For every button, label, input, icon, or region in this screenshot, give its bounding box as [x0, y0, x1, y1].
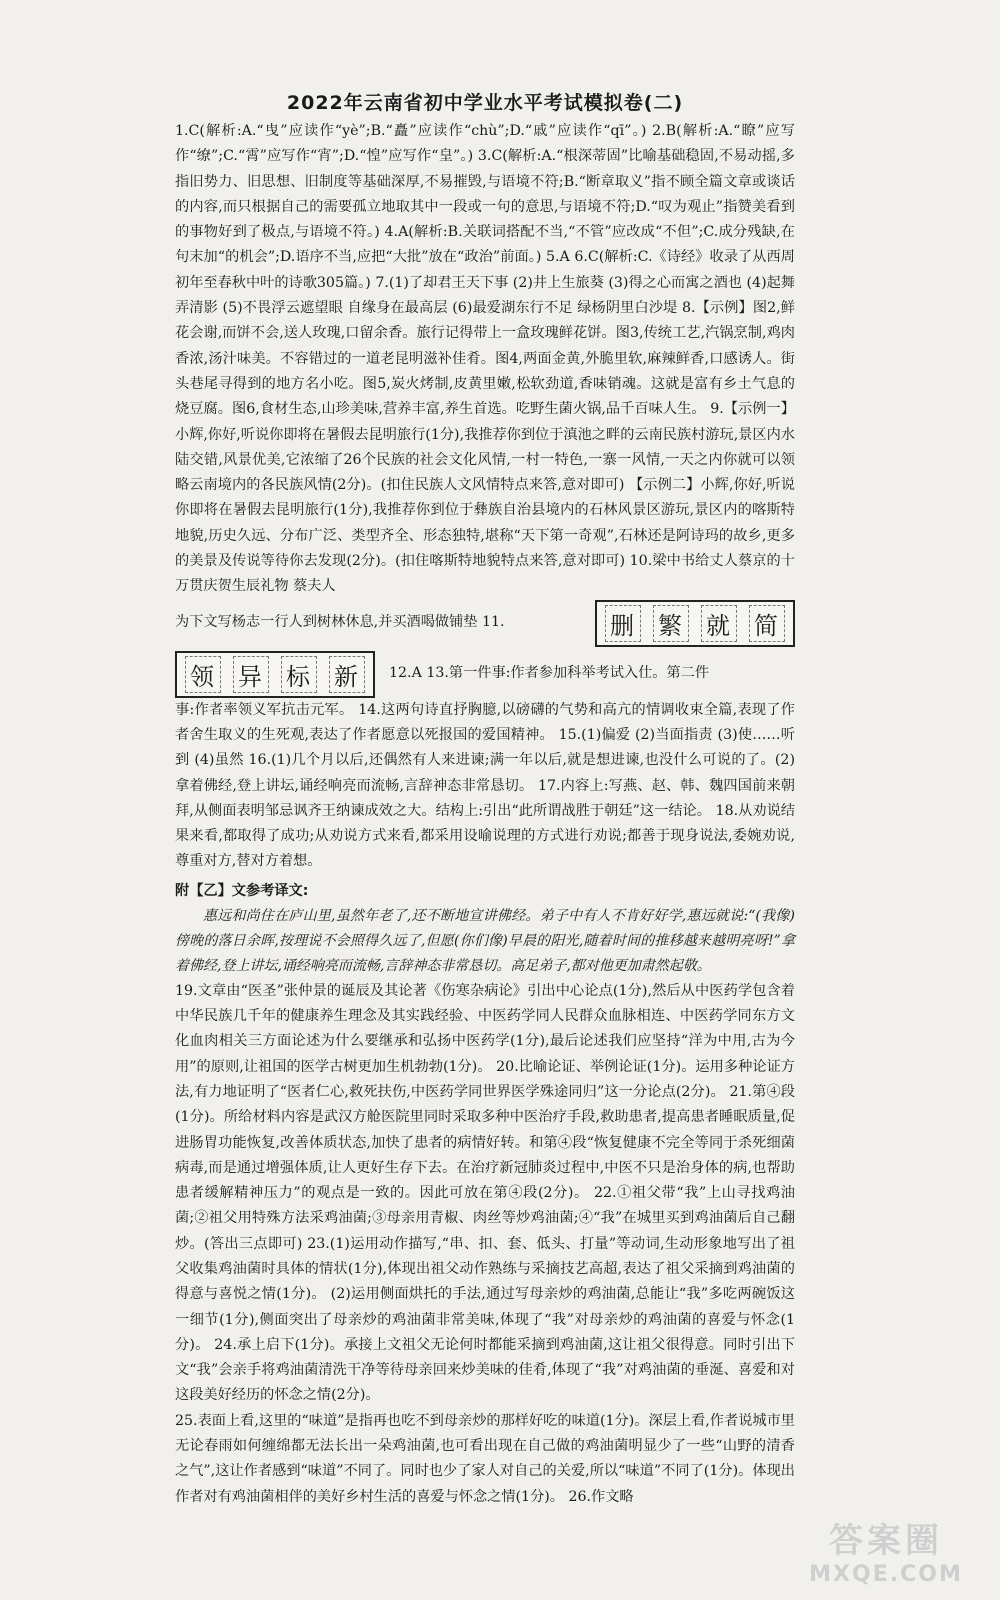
answer-page: [175, 82, 795, 1510]
idiom-char: 删: [605, 605, 641, 642]
answer-12-line: [175, 651, 795, 698]
site-watermark: [806, 1513, 966, 1588]
idiom-char: 领: [185, 656, 221, 693]
watermark-logo: 答案圈: [829, 1521, 943, 1561]
answers-1-10: 1.C(解析:A.“曳”应读作“yè”;B.“矗”应读作“chù”;D.“戚”应读作“qī”。) 2.B(解析:A.“瞭”应写作“缭”;C.“霄”应写作“宵”;D.“惶”应写作“皇”。) 3.C(解析:A.“根深蒂固”比喻基础稳固,不易动摇,多指旧势力、旧思想、旧制度等基础深厚,不易摧毁,与语境不符;B.“断章取义”指不顾全篇文章或谈话的内容,而只根据自己的需要孤立地取其中一段或一句的意思,与语境不符;D.“叹为观止”指赞美看到的事物好到了极点,与语境不符。) 4.A(解析:B.关联词搭配不当,“不管”应改成“不但”;C.成分残缺,在句末加“的机会”;D.语序不当,应把“大批”放在“政治”前面。) 5.A 6.C(解析:C.《诗经》收录了从西周初年至春秋中叶的诗歌305篇。) 7.(1)了却君王天下事 (2)井上生旅葵 (3)得之心而寓之酒也 (4)起舞弄清影 (5)不畏浮云遮望眼 自缘身在最高层 (6)最爱湖东行不足 绿杨阴里白沙堤 8.【示例】图2,鲜花会谢,而饼不会,送人玫瑰,口留余香。旅行记得带上一盒玫瑰鲜花饼。图3,传统工艺,汽锅烹制,鸡肉香浓,汤汁味美。不容错过的一道老昆明滋补佳肴。图4,两面金黄,外脆里软,麻辣鲜香,口感诱人。街头巷尾寻得到的地方名小吃。图5,炭火烤制,皮黄里嫩,松软劲道,香味销魂。这就是富有乡土气息的烧豆腐。图6,食材生态,山珍美味,营养丰富,养生首选。吃野生菌火锅,品千百味人生。 9.【示例一】小辉,你好,听说你即将在暑假去昆明旅行(1分),我推荐你到位于滇池之畔的云南民族村游玩,景区内水陆交错,风景优美,它浓缩了26个民族的社会文化风情,一村一特色,一寨一风情,一天之内你就可以领略云南境内的各民族风情(2分)。(扣住民族人文风情特点来答,意对即可) 【示例二】小辉,你好,听说你即将在暑假去昆明旅行(1分),我推荐你到位于彝族自治县境内的石林风景区游玩,景区内的喀斯特地貌,历史久远、分布广泛、类型齐全、形态独特,堪称“天下第一奇观”,石林还是阿诗玛的故乡,更多的美景及传说等待你去发现(2分)。(扣住喀斯特地貌特点来答,意对即可) 10.梁中书给丈人蔡京的十万贯庆贺生辰礼物 蔡夫人: [175, 123, 795, 595]
translation-text: 惠远和尚住在庐山里,虽然年老了,还不断地宣讲佛经。弟子中有人不肯好好学,惠远就说:“(我像)傍晚的落日余晖,按理说不会照得久远了,但愿(你们像)早晨的阳光,随着时间的推移越来越明亮呀!”拿着佛经,登上讲坛,诵经响亮而流畅,言辞神态非常恳切。高足弟子,都对他更加肃然起敬。: [175, 907, 795, 974]
answer-11-line: [175, 600, 795, 647]
idiom-char: 新: [329, 656, 365, 693]
idiom-box-2: [175, 651, 375, 698]
page-title: 2022年云南省初中学业水平考试模拟卷(二): [286, 92, 684, 114]
idiom-char: 标: [281, 656, 317, 693]
idiom-char: 异: [233, 656, 269, 693]
answers-25-26: 25.表面上看,这里的“味道”是指再也吃不到母亲炒的那样好吃的味道(1分)。深层上看,作者说城市里无论春雨如何缠绵都无法长出一朵鸡油菌,也可看出现在自己做的鸡油菌明显少了一些“山野的清香之气”,这让作者感到“味道”不同了。同时也少了家人对自己的关爱,所以“味道”不同了(1分)。体现出作者对有鸡油菌相伴的美好乡村生活的喜爱与怀念之情(1分)。 26.作文略: [175, 1412, 795, 1505]
idiom-char: 简: [749, 605, 785, 642]
idiom-char: 繁: [653, 605, 689, 642]
translation-heading: 附【乙】文参考译文:: [175, 882, 309, 899]
idiom-char: 就: [701, 605, 737, 642]
watermark-url: MXQE.COM: [809, 1562, 963, 1587]
idiom-box-1: [595, 600, 795, 647]
answer-10-tail: 为下文写杨志一行人到树林休息,并买酒喝做铺垫 11.: [175, 614, 505, 631]
answers-12-13: 12.A 13.第一件事:作者参加科举考试入仕。第二件: [389, 665, 710, 682]
answers-13-18: 事:作者率领义军抗击元军。 14.这两句诗直抒胸臆,以磅礴的气势和高亢的情调收束全篇,表现了作者舍生取义的生死观,表达了作者愿意以死报国的爱国精神。 15.(1)偏爱 (2)当面指责 (3)使……听到 (4)虽然 16.(1)几个月以后,还偶然有人来进谏;满一年以后,就是想进谏,也没什么可说的了。(2)拿着佛经,登上讲坛,诵经响亮而流畅,言辞神态非常恳切。 17.内容上:写燕、赵、韩、魏四国前来朝拜,从侧面表明邹忌讽齐王纳谏成效之大。结构上:引出“此所谓战胜于朝廷”这一结论。 18.从劝说结果来看,都取得了成功;从劝说方式来看,都采用设喻说理的方式进行劝说;都善于现身说法,委婉劝说,尊重对方,替对方着想。: [175, 701, 795, 870]
answers-19-24: 19.文章由“医圣”张仲景的诞辰及其论著《伤寒杂病论》引出中心论点(1分),然后从中医药学包含着中华民族几千年的健康养生理念及其实践经验、中医药学同人民群众血脉相连、中医药学同东方文化血肉相关三方面论述为什么要继承和弘扬中医药学(1分),最后论述我们应坚持“洋为中用,古为今用”的原则,让祖国的医学古树更加生机勃勃(1分)。 20.比喻论证、举例论证(1分)。运用多种论证方法,有力地证明了“医者仁心,救死扶伤,中医药学同世界医学殊途同归”这一分论点(2分)。 21.第④段(1分)。所给材料内容是武汉方舱医院里同时采取多种中医治疗手段,救助患者,提高患者睡眠质量,促进肠胃功能恢复,改善体质状态,加快了患者的病情好转。和第④段“恢复健康不完全等同于杀死细菌病毒,而是通过增强体质,让人更好生存下去。在治疗新冠肺炎过程中,中医不只是治身体的病,也帮助患者缓解精神压力”的观点是一致的。因此可放在第④段(2分)。 22.①祖父带“我”上山寻找鸡油菌;②祖父用特殊方法采鸡油菌;③母亲用青椒、肉丝等炒鸡油菌;④“我”在城里买到鸡油菌后自己翻炒。(答出三点即可) 23.(1)运用动作描写,“串、扣、套、低头、打量”等动词,生动形象地写出了祖父收集鸡油菌时具体的情状(1分),体现出祖父动作熟练与采摘技艺高超,表达了祖父采摘到鸡油菌的得意与喜悦之情(1分)。 (2)运用侧面烘托的手法,通过写母亲炒的鸡油菌,总能让“我”多吃两碗饭这一细节(1分),侧面突出了母亲炒的鸡油菌非常美味,体现了“我”对母亲炒的鸡油菌的喜爱与怀念(1分)。 24.承上启下(1分)。承接上文祖父无论何时都能采摘到鸡油菌,这让祖父很得意。同时引出下文“我”会亲手将鸡油菌清洗干净等待母亲回来炒美味的佳肴,体现了“我”对鸡油菌的垂涎、喜爱和对这段美好经历的怀念之情(2分)。: [175, 982, 795, 1404]
